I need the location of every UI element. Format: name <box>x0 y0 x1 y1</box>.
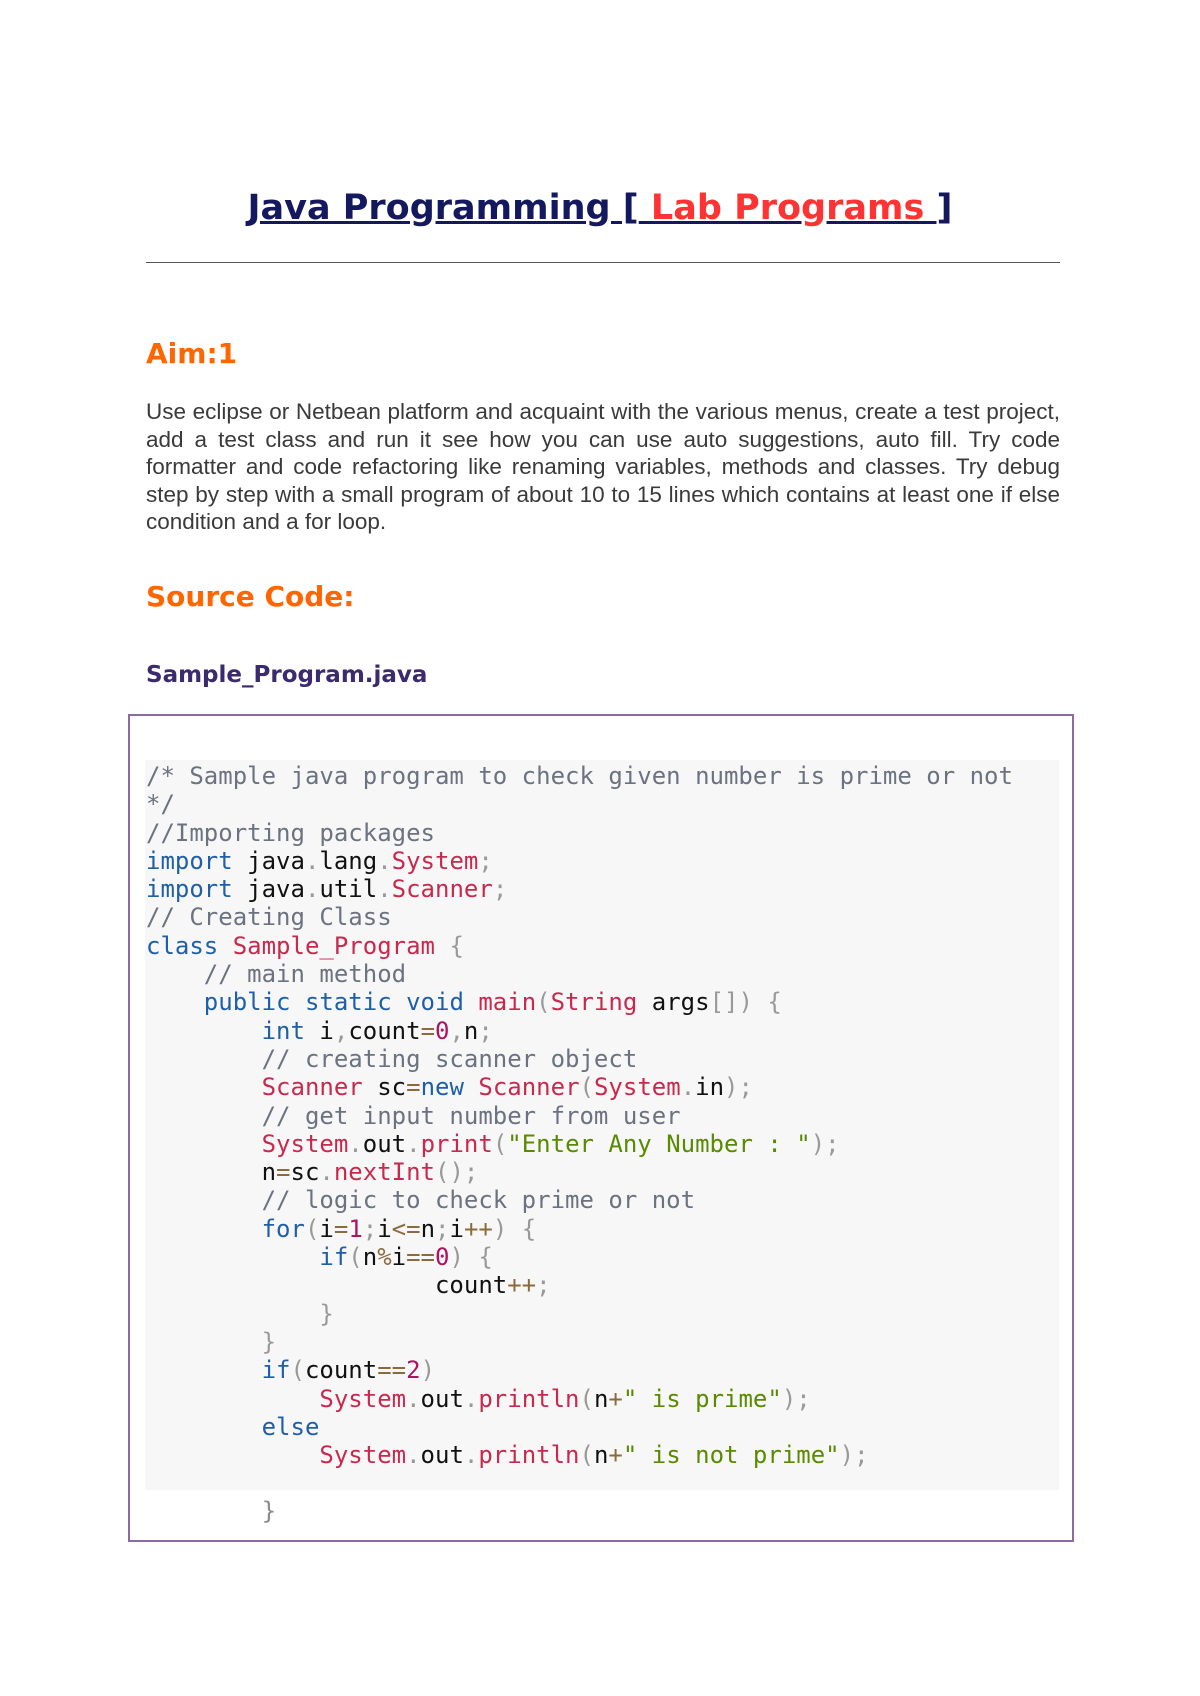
code-token: { <box>478 1243 493 1272</box>
source-code-heading: Source Code: <box>146 580 355 613</box>
code-token: // creating scanner object <box>261 1044 638 1073</box>
code-line <box>146 1413 319 1441</box>
code-line <box>146 1385 811 1413</box>
code-token <box>218 932 232 960</box>
code-token <box>146 1385 319 1413</box>
code-token: int <box>261 1016 305 1045</box>
code-token: nextInt <box>333 1158 436 1187</box>
code-token <box>392 988 406 1016</box>
code-line <box>146 847 493 875</box>
code-line <box>146 1186 695 1214</box>
code-token: ( <box>492 1129 508 1158</box>
code-token: "Enter Any Number : " <box>507 1129 811 1158</box>
code-token: . <box>377 846 392 875</box>
code-token: ( <box>579 1384 594 1413</box>
horizontal-divider <box>146 262 1060 263</box>
code-token <box>146 960 204 988</box>
code-token: = <box>333 1214 349 1243</box>
code-line <box>146 988 782 1016</box>
code-token: ); <box>839 1441 869 1470</box>
code-token <box>146 1243 319 1271</box>
code-token: print <box>420 1129 493 1158</box>
code-token: println <box>478 1384 580 1413</box>
code-token: ; <box>362 1214 378 1243</box>
code-token: n <box>420 1214 436 1243</box>
code-token: println <box>478 1441 580 1470</box>
code-token: ( <box>579 1441 594 1470</box>
code-line <box>146 1328 276 1356</box>
code-token: util <box>319 875 378 904</box>
code-token: ); <box>724 1073 753 1102</box>
title-main: Java Programming [ <box>247 188 639 228</box>
code-token: <= <box>391 1214 421 1243</box>
code-line <box>146 960 406 988</box>
code-token: . <box>304 875 320 904</box>
code-token <box>146 1356 262 1384</box>
code-token: public <box>203 988 291 1017</box>
code-token: count <box>348 1016 421 1045</box>
code-token <box>146 1102 262 1130</box>
code-token: /* Sample java program to check given number is prime or not <box>146 762 1013 790</box>
code-token: lang <box>319 846 378 875</box>
code-token: 0 <box>435 1016 450 1045</box>
code-token: = <box>276 1158 291 1187</box>
code-token <box>464 988 478 1016</box>
code-token: + <box>608 1384 623 1413</box>
code-token <box>146 1328 262 1356</box>
code-token: String <box>550 988 638 1017</box>
code-token: . <box>319 1158 334 1187</box>
code-token: []) <box>709 988 753 1017</box>
code-token: if <box>319 1243 349 1272</box>
title-close: ] <box>936 188 953 228</box>
code-token: import <box>146 846 233 875</box>
code-token: ); <box>810 1129 840 1158</box>
code-line <box>146 790 175 818</box>
code-line <box>146 1045 637 1073</box>
code-token: i <box>304 1016 334 1045</box>
code-token: i <box>449 1214 464 1243</box>
code-token <box>146 1130 262 1158</box>
code-line <box>146 1243 493 1271</box>
code-token <box>146 1073 262 1101</box>
code-token <box>464 1243 478 1271</box>
code-token: System <box>593 1073 681 1102</box>
code-token: . <box>406 1129 421 1158</box>
code-token: 0 <box>435 1243 450 1272</box>
code-token: 2 <box>406 1356 421 1385</box>
code-token: , <box>449 1016 464 1045</box>
code-line <box>146 1102 681 1130</box>
file-name-label: Sample_Program.java <box>146 662 428 688</box>
code-token: . <box>406 1384 421 1413</box>
code-token <box>146 1045 262 1073</box>
code-token <box>146 988 204 1016</box>
code-token: n <box>463 1016 479 1045</box>
code-token: . <box>304 846 320 875</box>
code-token: { <box>521 1214 537 1243</box>
code-token: System <box>391 846 479 875</box>
code-line <box>146 1130 840 1158</box>
code-line <box>146 903 392 931</box>
code-token: = <box>420 1016 436 1045</box>
code-token: i <box>377 1214 392 1243</box>
code-token: . <box>406 1441 421 1470</box>
code-line <box>146 819 435 847</box>
code-line <box>146 1017 493 1045</box>
code-token: java <box>232 875 305 904</box>
code-line <box>146 762 1013 790</box>
code-token: % <box>377 1243 392 1272</box>
code-token <box>146 1215 262 1243</box>
code-token <box>435 932 449 960</box>
code-token: + <box>608 1441 623 1470</box>
code-line <box>146 1300 334 1328</box>
code-closing-line: } <box>204 1497 277 1525</box>
aim-heading: Aim:1 <box>146 337 238 370</box>
code-token: i <box>319 1214 334 1243</box>
code-token: Scanner <box>391 875 493 904</box>
code-token: // Creating Class <box>146 903 392 932</box>
code-token <box>146 1413 262 1441</box>
code-token: ) <box>420 1356 436 1385</box>
code-token: , <box>333 1016 349 1045</box>
code-line <box>146 1215 536 1243</box>
code-token: . <box>377 875 392 904</box>
code-token: java <box>232 846 305 875</box>
code-token: ) <box>492 1214 508 1243</box>
code-token: 1 <box>348 1214 363 1243</box>
code-token: out <box>362 1129 407 1158</box>
code-token: Scanner <box>261 1073 363 1102</box>
code-token: == <box>406 1243 436 1272</box>
code-token: ); <box>781 1384 811 1413</box>
code-line <box>146 1158 478 1186</box>
code-token: (); <box>435 1158 479 1187</box>
code-token: Scanner <box>478 1073 580 1102</box>
code-token: ; <box>478 1016 493 1045</box>
code-token <box>146 1186 262 1214</box>
code-token: ( <box>536 988 551 1017</box>
code-token: if <box>261 1356 291 1385</box>
code-token: ( <box>348 1243 363 1272</box>
code-line <box>146 1356 435 1384</box>
code-token: n <box>593 1384 609 1413</box>
code-token: ( <box>579 1073 594 1102</box>
code-token: . <box>348 1129 363 1158</box>
code-token: System <box>319 1384 407 1413</box>
code-token: { <box>449 931 464 960</box>
code-token: import <box>146 875 233 904</box>
code-line <box>146 1271 551 1299</box>
code-line <box>146 875 507 903</box>
code-token: else <box>261 1412 320 1441</box>
code-token: */ <box>146 790 175 819</box>
code-token: void <box>406 988 464 1017</box>
code-token: static <box>304 988 392 1017</box>
code-token: Sample_Program <box>232 931 435 960</box>
code-block <box>146 762 1013 1469</box>
code-token: ( <box>304 1214 320 1243</box>
code-line <box>146 1441 869 1469</box>
code-token: // logic to check prime or not <box>261 1186 696 1215</box>
code-token: ) <box>449 1243 464 1272</box>
code-token: for <box>261 1214 305 1243</box>
code-token: args <box>637 988 710 1017</box>
code-token: System <box>261 1129 349 1158</box>
page-title <box>0 188 1200 228</box>
code-token <box>507 1215 521 1243</box>
code-token: } <box>261 1327 277 1356</box>
code-token: new <box>420 1073 464 1102</box>
code-token: in <box>695 1073 725 1102</box>
code-token: count <box>304 1356 378 1385</box>
code-token: } <box>319 1299 334 1328</box>
code-token: //Importing packages <box>146 818 435 847</box>
code-token: sc <box>362 1073 407 1102</box>
code-token: // main method <box>203 960 407 989</box>
code-token: n <box>593 1441 609 1470</box>
code-token <box>464 1073 478 1101</box>
code-token: = <box>406 1073 421 1102</box>
code-token: " is prime" <box>622 1384 782 1413</box>
code-token: ++ <box>463 1214 493 1243</box>
code-token: ; <box>492 875 508 904</box>
code-token: out <box>420 1384 464 1413</box>
code-token: main <box>478 988 537 1017</box>
code-token <box>753 988 767 1016</box>
code-line <box>146 932 464 960</box>
code-token: System <box>319 1441 407 1470</box>
code-token <box>146 1017 262 1045</box>
code-token <box>146 1300 319 1328</box>
code-token: i <box>391 1243 407 1272</box>
code-token <box>146 1441 319 1469</box>
code-token: n <box>362 1243 378 1272</box>
code-token: out <box>420 1441 464 1470</box>
code-line <box>146 1073 753 1101</box>
title-accent: Lab Programs <box>638 188 937 228</box>
code-token: " is not prime" <box>622 1441 840 1470</box>
code-token: . <box>463 1441 479 1470</box>
code-token: . <box>680 1073 696 1102</box>
code-token: // get input number from user <box>261 1101 681 1130</box>
code-token: ++ <box>507 1271 537 1300</box>
aim-description: Use eclipse or Netbean platform and acquaint with the various menus, create a test project, add a test class and run it see how you can use auto suggestions, auto fill. Try code formatter and code refactoring like renaming variables, methods and classes. Try debug step by step with a small program of about 10 to 15 lines which contains at least one if else condition and a for loop. <box>146 399 1060 535</box>
code-token: . <box>463 1384 479 1413</box>
code-token: count <box>146 1271 508 1300</box>
code-token <box>291 988 305 1016</box>
code-token: class <box>146 931 219 960</box>
code-token: ( <box>290 1356 305 1385</box>
code-token: ; <box>478 846 493 875</box>
code-token: n <box>146 1158 277 1187</box>
code-token: ; <box>536 1271 551 1300</box>
code-token: sc <box>290 1158 320 1187</box>
code-token: ; <box>435 1214 450 1243</box>
code-token: { <box>767 988 782 1017</box>
code-token: == <box>377 1356 407 1385</box>
